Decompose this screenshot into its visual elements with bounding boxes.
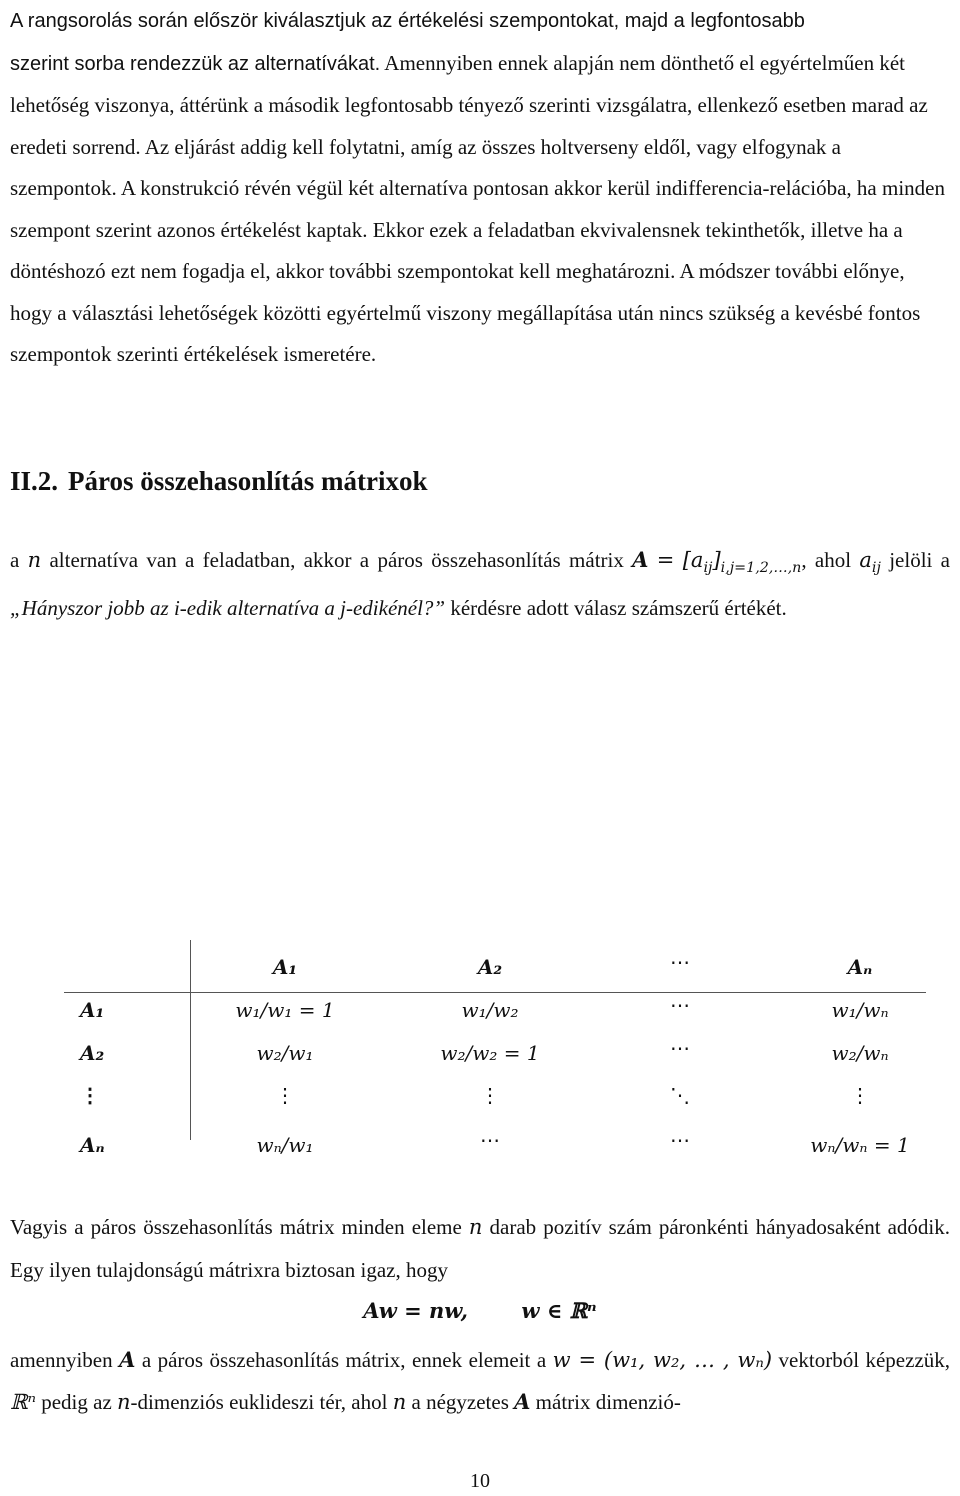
matrix-cell: ⋮ (850, 1083, 870, 1107)
ahp-text-c: , ahol (801, 548, 852, 572)
matrix-cell: ⋯ (670, 993, 690, 1017)
ahp-text-a: a (10, 548, 20, 572)
matrix-cell: w₁/wₙ (831, 998, 889, 1022)
ahp-text-e: kérdésre adott válasz számszerű értékét. (450, 596, 787, 621)
math-A-vector: A (119, 1347, 136, 1372)
math-a: a (690, 548, 704, 572)
math-bracket-open: [ (682, 548, 691, 572)
vector-text-e: -dimenziós euklideszi tér, ahol (130, 1390, 388, 1414)
math-n-ratio: n (468, 1215, 483, 1239)
matrix-horizontal-rule (64, 992, 926, 993)
section-title: Páros összehasonlítás mátrixok (68, 466, 428, 496)
vector-text-d: pedig az (41, 1390, 112, 1414)
col-header-1: A₁ (272, 955, 298, 979)
section-heading (10, 466, 438, 497)
paragraph-ahp (10, 540, 950, 629)
math-matrix-A: A (632, 547, 649, 572)
vector-text-g: mátrix dimenzió- (535, 1390, 681, 1414)
math-ij-sub: ij (703, 559, 713, 576)
matrix-cell: ⋮ (275, 1083, 295, 1107)
vector-text-a: amennyiben (10, 1348, 113, 1372)
math-ij-sub-2: ij (871, 559, 881, 576)
paragraph-ranking-rest: Amennyiben ennek alapján nem dönthető el egyértelműen két lehetőség viszonya, áttérünk a második legfontosabb tényező szerinti vizsgálatra, ellenkező esetben marad az eredeti sorrend. Az eljárást addig kell folytatni, amíg az összes holtverseny eldől, vagy elfogynak a szempontok. A konstrukció révén végül két alternatíva pontosan akkor kerül indifferencia-relációba, ha minden szempont szerint azonos értékelést kaptak. Ekkor ezek a feladatban ekvivalensnek tekinthetők, illetve ha a döntéshozó ezt nem fogadja el, akkor további szempontokat kell meghatározni. A módszer további előnye, hogy a választási lehetőségek közötti egyértelmű viszony megállapítása után nincs szükség a kevésbé fontos szempontok szerinti értékelések ismeretére. (10, 50, 945, 366)
ahp-question-quote: „Hányszor jobb az i-edik alternatíva a j-edikénél?” (10, 596, 446, 621)
section-number: II.2. (10, 466, 59, 496)
matrix-cell: wₙ/wₙ = 1 (810, 1133, 910, 1157)
matrix-cell: w₁/w₂ (461, 998, 519, 1022)
math-n-dim: n (117, 1390, 131, 1414)
ratio-text-b: darab pozitív szám páronkénti hányadosaként adódik. Egy ilyen tulajdonságú mátrixra biztosan igaz, hogy (10, 1215, 951, 1282)
matrix-cell: w₂/w₂ = 1 (440, 1041, 540, 1065)
row-header-4: Aₙ (80, 1133, 105, 1157)
row-header-3: ⋮ (80, 1083, 100, 1107)
comparison-matrix (0, 940, 960, 1157)
matrix-cell: ⋯ (480, 1128, 500, 1152)
matrix-cell: ⋮ (480, 1083, 500, 1107)
math-a-elem: a (859, 548, 872, 572)
paragraph-ranking (10, 0, 950, 376)
matrix-cell: w₁/w₁ = 1 (235, 998, 335, 1022)
paragraph-ranking-line2: szerint sorba rendezzük az alternatívákat. (10, 52, 381, 75)
paragraph-ranking-line1: A rangsorolás során először kiválasztjuk az értékelési szempontokat, majd a legfontosabb (10, 10, 805, 32)
matrix-cell: ⋱ (670, 1083, 690, 1107)
math-Rn: ℝⁿ (10, 1390, 36, 1414)
col-header-4: Aₙ (847, 955, 873, 979)
vector-text-c: vektorból képezzük, (778, 1348, 951, 1372)
matrix-cell: ⋯ (670, 1128, 690, 1152)
matrix-vertical-rule (190, 940, 191, 1140)
matrix-cell: wₙ/w₁ (256, 1133, 314, 1157)
paragraph-ratio (10, 1206, 950, 1292)
vector-text-f: a négyzetes (411, 1390, 509, 1414)
ratio-text-a: Vagyis a páros összehasonlítás mátrix minden eleme (10, 1215, 462, 1239)
paragraph-vector (10, 1339, 950, 1423)
equation-lhs: Aw = nw, (363, 1298, 468, 1323)
matrix-cell: ⋯ (670, 1036, 690, 1060)
math-A-dim: A (514, 1389, 531, 1414)
math-bracket-close: ] (712, 548, 721, 572)
col-header-3: ⋯ (670, 950, 690, 974)
ahp-text-b: alternatíva van a feladatban, akkor a páros összehasonlítás mátrix (49, 548, 624, 572)
math-index-range: i,j=1,2,…,n (720, 559, 802, 576)
page-number: 10 (470, 1470, 490, 1492)
vector-text-b: a páros összehasonlítás mátrix, ennek elemeit a (141, 1348, 547, 1372)
equation-rhs: w ∈ ℝⁿ (521, 1298, 597, 1323)
ahp-text-d: jelöli a (889, 548, 950, 572)
matrix-cell: w₂/w₁ (256, 1041, 314, 1065)
matrix-cell: w₂/wₙ (831, 1041, 889, 1065)
eigen-equation (0, 1298, 960, 1323)
math-n-dim-2: n (392, 1390, 407, 1414)
math-n: n (27, 548, 42, 572)
row-header-2: A₂ (80, 1041, 105, 1065)
row-header-1: A₁ (80, 998, 105, 1022)
math-equals: = (656, 548, 675, 572)
col-header-2: A₂ (477, 955, 503, 979)
math-w-vector: w = (w₁, w₂, … , wₙ) (552, 1348, 773, 1372)
